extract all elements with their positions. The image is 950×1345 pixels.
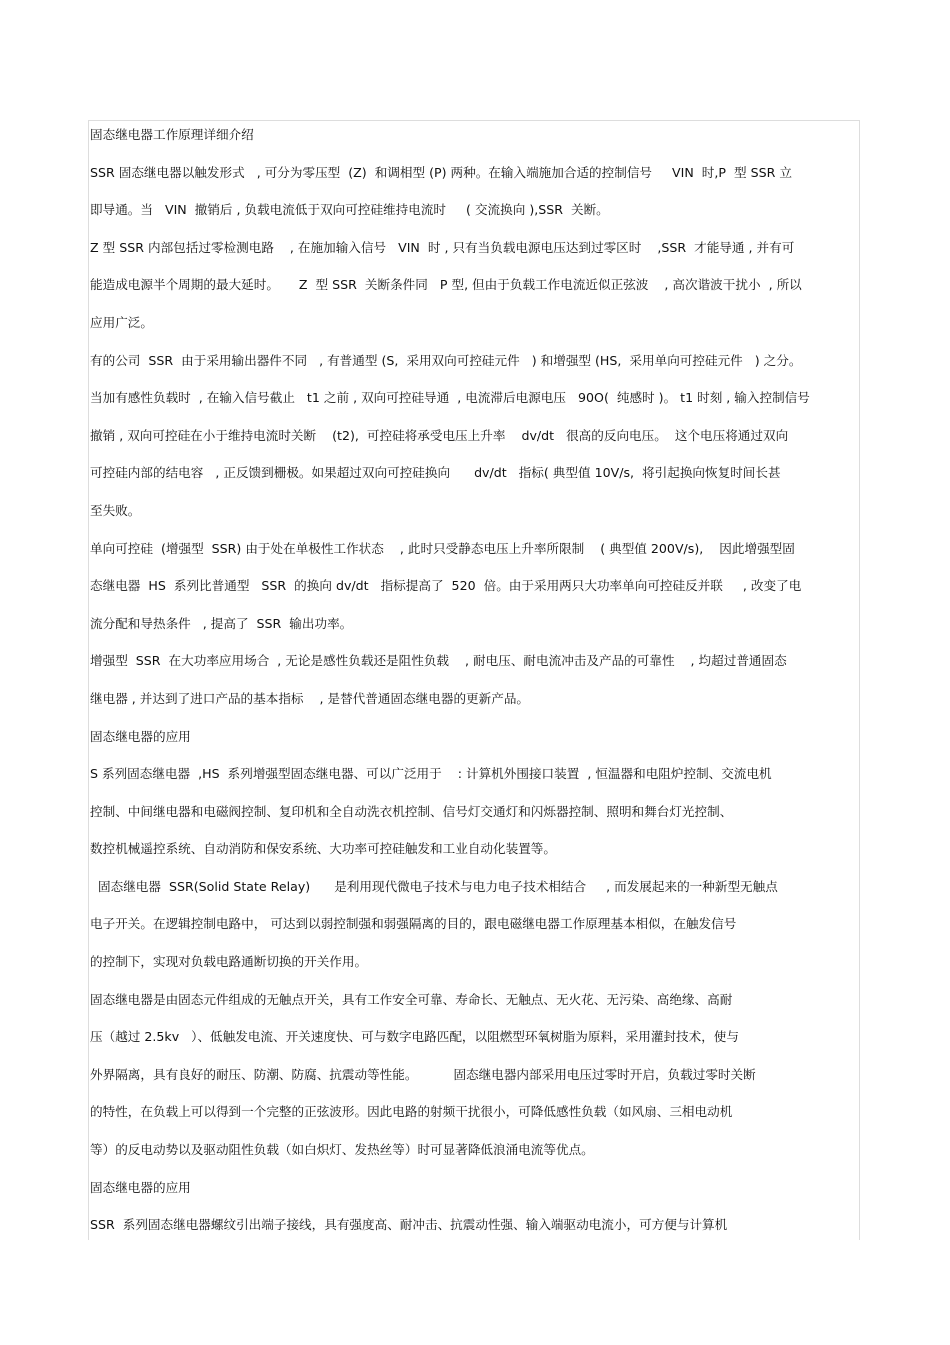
paragraph-line: 至失败。 (90, 502, 141, 518)
paragraph-line: 可控硅内部的结电容 , 正反馈到栅极。如果超过双向可控硅换向 dv/dt 指标( 典型值 10V/s, 将引起换向恢复时间长甚 (90, 465, 781, 481)
paragraph-line: 态继电器 HS 系列比普通型 SSR 的换向 dv/dt 指标提高了 520 倍。由于采用两只大功率单向可控硅反并联 , 改变了电 (90, 578, 802, 594)
paragraph-line: 外界隔离，具有良好的耐压、防潮、防腐、抗震动等性能。 固态继电器内部采用电压过零时开启，负载过零时关断 (90, 1066, 756, 1082)
paragraph-line: 增强型 SSR 在大功率应用场合 , 无论是感性负载还是阻性负载 , 耐电压、耐电流冲击及产品的可靠性 , 均超过普通固态 (90, 653, 787, 669)
paragraph-line: 的控制下，实现对负载电路通断切换的开关作用。 (90, 954, 368, 970)
section-heading: 固态继电器的应用 (90, 728, 191, 744)
paragraph-line: 等）的反电动势以及驱动阻性负载（如白炽灯、发热丝等）时可显著降低浪涌电流等优点。 (90, 1142, 594, 1158)
paragraph-line: 继电器 , 并达到了进口产品的基本指标 , 是替代普通固态继电器的更新产品。 (90, 690, 530, 706)
paragraph-line: 数控机械遥控系统、自动消防和保安系统、大功率可控硅触发和工业自动化装置等。 (90, 841, 556, 857)
document-body (90, 122, 856, 1250)
paragraph-line: 压（越过 2.5kv ）、低触发电流、开关速度快、可与数字电路匹配，以阻燃型环氧树脂为原料，采用灌封技术，使与 (90, 1029, 739, 1045)
paragraph-line: 有的公司 SSR 由于采用输出器件不同 , 有普通型 (S, 采用双向可控硅元件 ) 和增强型 (HS, 采用单向可控硅元件 ) 之分。 (90, 352, 802, 368)
paragraph-line: 的特性，在负载上可以得到一个完整的正弦波形。因此电路的射频干扰很小，可降低感性负载（如风扇、三相电动机 (90, 1104, 733, 1120)
section-heading: 固态继电器的应用 (90, 1179, 191, 1195)
paragraph-line: 固态继电器是由固态元件组成的无触点开关，具有工作安全可靠、寿命长、无触点、无火花、无污染、高绝缘、高耐 (90, 991, 733, 1007)
paragraph-line: 固态继电器 SSR(Solid State Relay) 是利用现代微电子技术与电力电子技术相结合 , 而发展起来的一种新型无触点 (90, 878, 778, 894)
paragraph-line: 撤销 , 双向可控硅在小于维持电流时关断 (t2), 可控硅将承受电压上升率 dv/dt 很高的反向电压。 这个电压将通过双向 (90, 427, 789, 443)
paragraph-line: 电子开关。在逻辑控制电路中， 可达到以弱控制强和弱强隔离的目的，跟电磁继电器工作原理基本相似，在触发信号 (90, 916, 737, 932)
document-title: 固态继电器工作原理详细介绍 (90, 127, 254, 142)
paragraph-line: 当加有感性负载时 , 在输入信号截止 t1 之前 , 双向可控硅导通 , 电流滞后电源电压 90O( 纯感时 )。 t1 时刻 , 输入控制信号 (90, 390, 810, 406)
paragraph-line: 控制、中间继电器和电磁阀控制、复印机和全自动洗衣机控制、信号灯交通灯和闪烁器控制、照明和舞台灯光控制、 (90, 803, 733, 819)
paragraph-line: SSR 系列固态继电器螺纹引出端子接线，具有强度高、耐冲击、抗震动性强、输入端驱动电流小，可方便与计算机 (90, 1217, 728, 1233)
paragraph-line: 能造成电源半个周期的最大延时。 Z 型 SSR 关断条件同 P 型, 但由于负载工作电流近似正弦波 , 高次谐波干扰小 , 所以 (90, 277, 802, 293)
paragraph-line: SSR 固态继电器以触发形式 , 可分为零压型 (Z) 和调相型 (P) 两种。在输入端施加合适的控制信号 VIN 时,P 型 SSR 立 (90, 164, 792, 180)
paragraph-line: S 系列固态继电器 ,HS 系列增强型固态继电器、可以广泛用于 : 计算机外围接口装置 , 恒温器和电阻炉控制、交流电机 (90, 766, 772, 782)
paragraph-line: 应用广泛。 (90, 314, 153, 330)
paragraph-line: 即导通。当 VIN 撤销后 , 负载电流低于双向可控硅维持电流时 ( 交流换向 ),SSR 关断。 (90, 202, 609, 218)
paragraph-line: 单向可控硅 (增强型 SSR) 由于处在单极性工作状态 , 此时只受静态电压上升率所限制 ( 典型值 200V/s), 因此增强型固 (90, 540, 795, 556)
paragraph-line: Z 型 SSR 内部包括过零检测电路 , 在施加输入信号 VIN 时 , 只有当负载电源电压达到过零区时 ,SSR 才能导通 , 并有可 (90, 239, 795, 255)
paragraph-line: 流分配和导热条件 , 提高了 SSR 输出功率。 (90, 615, 353, 631)
